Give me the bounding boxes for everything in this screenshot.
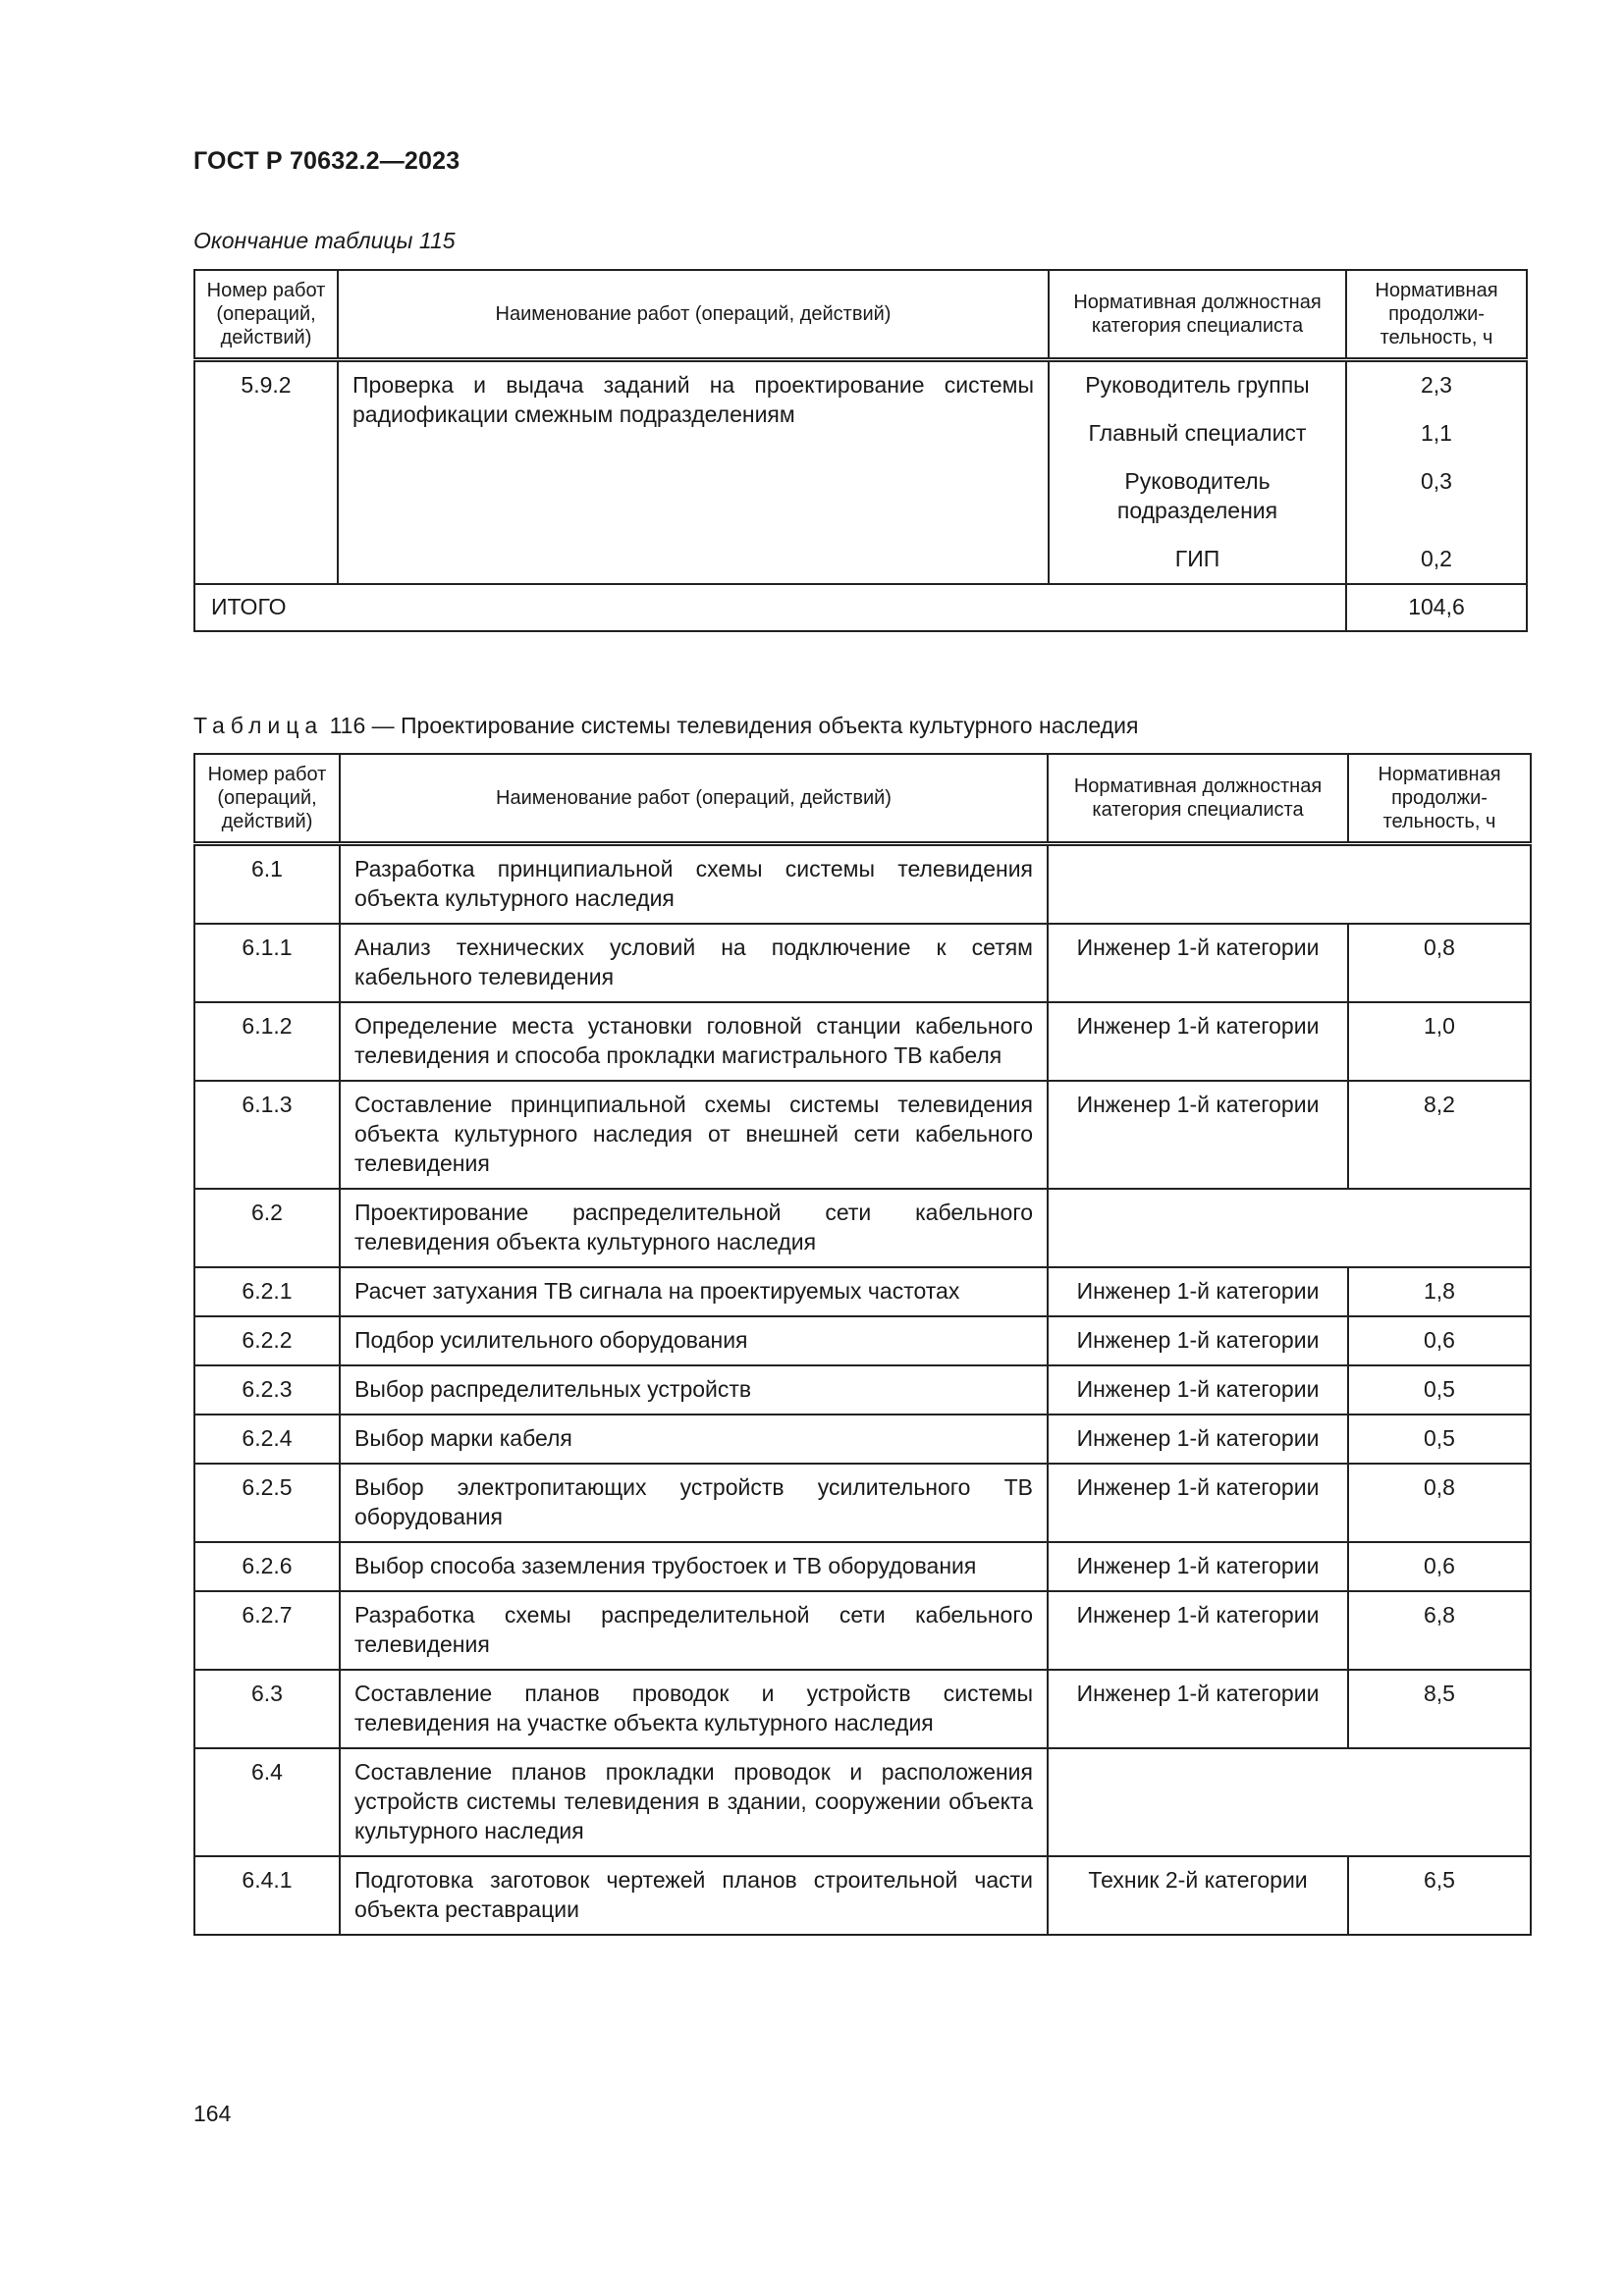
row-empty-cell <box>1048 1189 1531 1267</box>
row-category: Инженер 1-й категории <box>1048 1267 1348 1316</box>
column-header-duration: Нормативная продолжи-тельность, ч <box>1346 270 1527 360</box>
row-categories <box>1049 360 1346 585</box>
row-number: 6.1 <box>194 844 340 925</box>
column-header-number: Номер работ (операций, действий) <box>194 270 338 360</box>
row-name: Проектирование распределительной сети кабельного телевидения объекта культурного наследия <box>340 1189 1048 1267</box>
table-row <box>194 924 1531 1002</box>
table-116-caption-title: 116 — Проектирование системы телевидения объекта культурного наследия <box>323 713 1139 738</box>
row-number: 5.9.2 <box>194 360 338 585</box>
table-row <box>194 1542 1531 1591</box>
row-number: 6.3 <box>194 1670 340 1748</box>
table-row <box>194 1189 1531 1267</box>
table-115-continuation-caption: Окончание таблицы 115 <box>193 228 456 253</box>
table-116-body <box>194 844 1531 1936</box>
table-row <box>194 1856 1531 1935</box>
row-duration: 8,2 <box>1348 1081 1531 1189</box>
row-name: Выбор распределительных устройств <box>340 1365 1048 1415</box>
category-item: Главный специалист <box>1088 420 1307 446</box>
category-item: ГИП <box>1174 546 1220 571</box>
category-item: Руководитель подразделения <box>1116 468 1278 523</box>
table-row <box>194 1002 1531 1081</box>
row-duration: 1,8 <box>1348 1267 1531 1316</box>
row-category: Инженер 1-й категории <box>1048 1591 1348 1670</box>
row-duration: 1,0 <box>1348 1002 1531 1081</box>
row-duration: 8,5 <box>1348 1670 1531 1748</box>
duration-item: 1,1 <box>1421 420 1452 446</box>
duration-item: 2,3 <box>1421 372 1452 398</box>
document-header: ГОСТ Р 70632.2—2023 <box>193 147 460 175</box>
column-header-name: Наименование работ (операций, действий) <box>340 754 1048 844</box>
table-row <box>194 1081 1531 1189</box>
row-number: 6.4.1 <box>194 1856 340 1935</box>
table-row <box>194 844 1531 925</box>
table-116-caption <box>193 713 1138 739</box>
row-name: Подбор усилительного оборудования <box>340 1316 1048 1365</box>
table-row <box>194 1316 1531 1365</box>
row-number: 6.2.4 <box>194 1415 340 1464</box>
row-duration: 0,6 <box>1348 1316 1531 1365</box>
row-category: Инженер 1-й категории <box>1048 1002 1348 1081</box>
row-duration: 0,5 <box>1348 1365 1531 1415</box>
row-name: Составление планов проводок и устройств системы телевидения на участке объекта культурного наследия <box>340 1670 1048 1748</box>
row-category: Инженер 1-й категории <box>1048 1081 1348 1189</box>
row-duration: 0,6 <box>1348 1542 1531 1591</box>
table-row <box>194 1365 1531 1415</box>
row-name: Составление принципиальной схемы системы телевидения объекта культурного наследия от внешней сети кабельного телевидения <box>340 1081 1048 1189</box>
row-name: Выбор марки кабеля <box>340 1415 1048 1464</box>
row-name: Разработка схемы распределительной сети кабельного телевидения <box>340 1591 1048 1670</box>
row-category: Инженер 1-й категории <box>1048 1316 1348 1365</box>
row-name: Определение места установки головной станции кабельного телевидения и способа прокладки магистрального ТВ кабеля <box>340 1002 1048 1081</box>
category-item: Руководитель группы <box>1085 372 1310 398</box>
row-empty-cell <box>1048 844 1531 925</box>
row-number: 6.4 <box>194 1748 340 1856</box>
column-header-category: Нормативная должностная категория специалиста <box>1048 754 1348 844</box>
row-category: Техник 2-й категории <box>1048 1856 1348 1935</box>
row-duration: 6,8 <box>1348 1591 1531 1670</box>
column-header-category: Нормативная должностная категория специалиста <box>1049 270 1346 360</box>
table-row <box>194 1748 1531 1856</box>
row-category: Инженер 1-й категории <box>1048 1415 1348 1464</box>
row-number: 6.2.6 <box>194 1542 340 1591</box>
row-duration: 6,5 <box>1348 1856 1531 1935</box>
row-durations <box>1346 360 1527 585</box>
table-115 <box>193 269 1528 632</box>
row-category: Инженер 1-й категории <box>1048 1670 1348 1748</box>
row-number: 6.2.3 <box>194 1365 340 1415</box>
duration-item: 0,2 <box>1421 546 1452 571</box>
total-value: 104,6 <box>1346 584 1527 631</box>
table-row <box>194 360 1527 585</box>
table-116-caption-prefix: Таблица <box>193 713 324 738</box>
row-name: Разработка принципиальной схемы системы телевидения объекта культурного наследия <box>340 844 1048 925</box>
column-header-duration: Нормативная продолжи-тельность, ч <box>1348 754 1531 844</box>
page-number: 164 <box>193 2101 232 2126</box>
row-number: 6.1.1 <box>194 924 340 1002</box>
table-row <box>194 1464 1531 1542</box>
row-name: Подготовка заготовок чертежей планов строительной части объекта реставрации <box>340 1856 1048 1935</box>
total-label: ИТОГО <box>194 584 1346 631</box>
table-row <box>194 1591 1531 1670</box>
row-number: 6.1.3 <box>194 1081 340 1189</box>
row-category: Инженер 1-й категории <box>1048 1542 1348 1591</box>
row-name: Проверка и выдача заданий на проектирование системы радиофикации смежным подразделениям <box>338 360 1049 585</box>
row-name: Расчет затухания ТВ сигнала на проектируемых частотах <box>340 1267 1048 1316</box>
row-number: 6.2 <box>194 1189 340 1267</box>
table-row <box>194 1415 1531 1464</box>
duration-item: 0,3 <box>1421 468 1452 494</box>
row-category: Инженер 1-й категории <box>1048 924 1348 1002</box>
row-name: Составление планов прокладки проводок и расположения устройств системы телевидения в здании, сооружении объекта культурного наследия <box>340 1748 1048 1856</box>
row-number: 6.2.7 <box>194 1591 340 1670</box>
row-duration: 0,8 <box>1348 1464 1531 1542</box>
row-name: Выбор способа заземления трубостоек и ТВ оборудования <box>340 1542 1048 1591</box>
row-name: Выбор электропитающих устройств усилительного ТВ оборудования <box>340 1464 1048 1542</box>
row-number: 6.1.2 <box>194 1002 340 1081</box>
row-name: Анализ технических условий на подключение к сетям кабельного телевидения <box>340 924 1048 1002</box>
row-category: Инженер 1-й категории <box>1048 1464 1348 1542</box>
table-header-row <box>194 270 1527 360</box>
total-row <box>194 584 1527 631</box>
column-header-name: Наименование работ (операций, действий) <box>338 270 1049 360</box>
table-row <box>194 1670 1531 1748</box>
row-empty-cell <box>1048 1748 1531 1856</box>
row-duration: 0,5 <box>1348 1415 1531 1464</box>
table-row <box>194 1267 1531 1316</box>
row-category: Инженер 1-й категории <box>1048 1365 1348 1415</box>
row-number: 6.2.5 <box>194 1464 340 1542</box>
table-header-row <box>194 754 1531 844</box>
column-header-number: Номер работ (операций, действий) <box>194 754 340 844</box>
row-duration: 0,8 <box>1348 924 1531 1002</box>
row-number: 6.2.2 <box>194 1316 340 1365</box>
row-number: 6.2.1 <box>194 1267 340 1316</box>
table-116 <box>193 753 1532 1936</box>
